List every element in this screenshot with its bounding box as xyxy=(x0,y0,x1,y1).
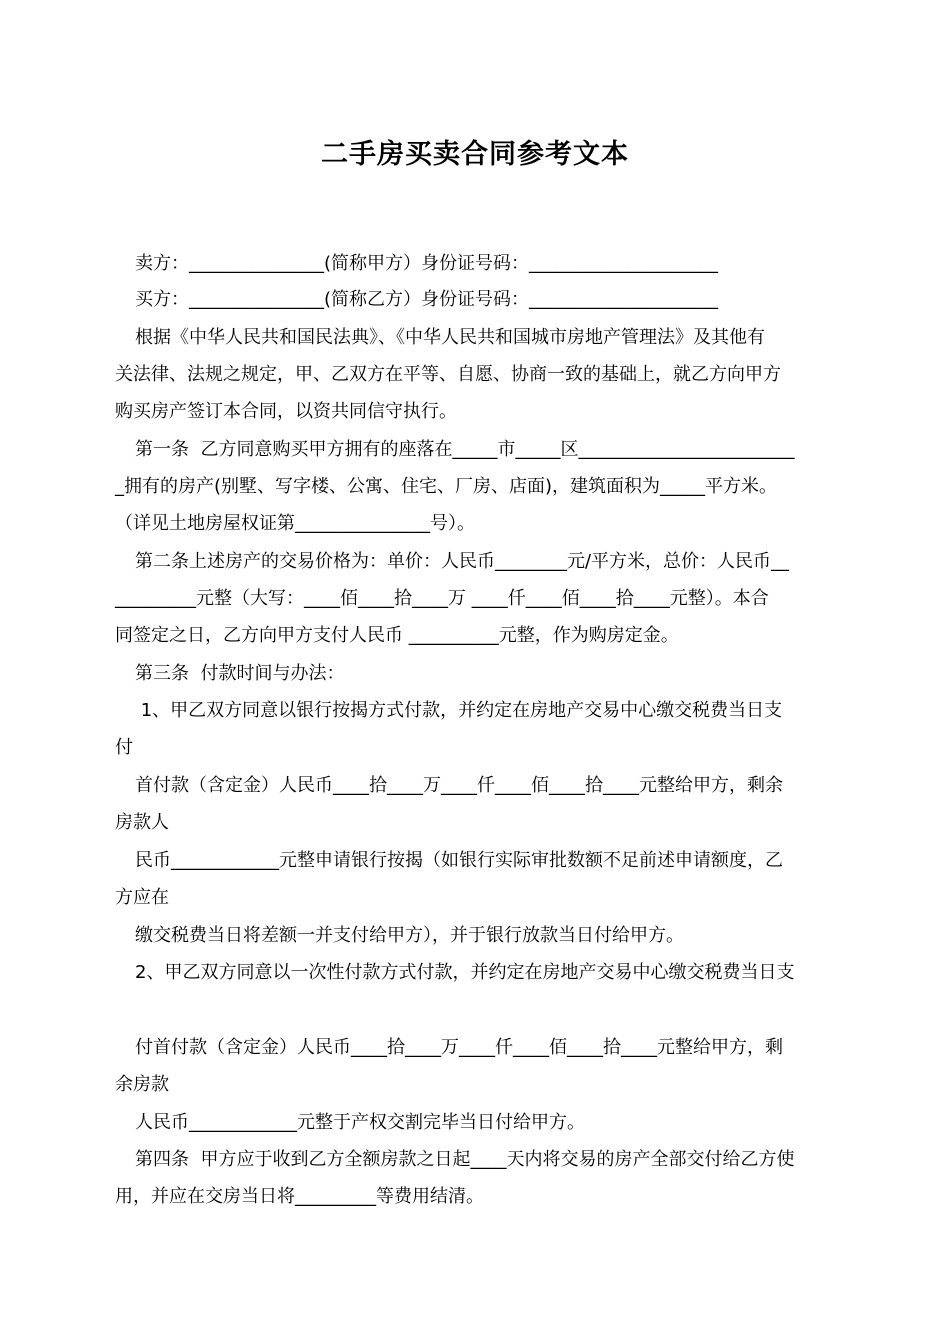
article-3-heading: 第三条 付款时间与办法： xyxy=(135,663,345,684)
preamble-line-3: 购买房产签订本合同，以资共同信守执行。 xyxy=(115,401,457,422)
buyer-line: 买方：_______________(简称乙方）身份证号码：_____________________ xyxy=(135,289,719,310)
article-4-line-2: 用，并应在交房当日将_________等费用结清。 xyxy=(115,1186,484,1207)
article-3-item-1-line-1: 1、甲乙双方同意以银行按揭方式付款，并约定在房地产交易中心缴交税费当日支 xyxy=(135,700,783,721)
article-3-item-2-line-1: 2、甲乙双方同意以一次性付款方式付款，并约定在房地产交易中心缴交税费当日支 xyxy=(135,962,795,983)
article-3-item-2-line-4: 人民币____________元整于产权交割完毕当日付给甲方。 xyxy=(135,1112,585,1133)
article-3-item-1-line-5: 民币____________元整申请银行按揭（如银行实际审批数额不足前述申请额度，乙 xyxy=(135,850,783,871)
seller-line: 卖方：_______________(简称甲方）身份证号码：_____________________ xyxy=(135,253,719,274)
article-2-line-2: _________元整（大写：____佰____拾____万 ____仟____佰____拾____元整）。本合 xyxy=(115,588,769,609)
preamble-line-1: 根据《中华人民共和国民法典》、《中华人民共和国城市房地产管理法》及其他有 xyxy=(135,327,765,348)
article-3-item-1-line-3: 首付款（含定金）人民币____拾____万____仟____佰____拾____元整给甲方，剩余 xyxy=(135,775,783,796)
article-3-item-2-line-3: 余房款 xyxy=(115,1074,169,1095)
article-3-item-1-line-7: 缴交税费当日将差额一并支付给甲方），并于银行放款当日付给甲方。 xyxy=(135,925,684,946)
article-3-item-2-line-2: 付首付款（含定金）人民币____拾____万____仟____佰____拾____元整给甲方，剩 xyxy=(135,1037,783,1058)
article-3-item-1-line-6: 方应在 xyxy=(115,887,169,908)
article-1-line-3: （详见土地房屋权证第_______________号）。 xyxy=(115,513,475,534)
article-1-line-2: _拥有的房产(别墅、写字楼、公寓、住宅、厂房、店面)，建筑面积为_____平方米。 xyxy=(115,476,778,497)
article-3-item-1-line-4: 房款人 xyxy=(115,812,169,833)
article-2-line-1: 第二条上述房产的交易价格为：单价：人民币________元/平方米，总价：人民币__ xyxy=(135,551,790,572)
article-2-line-3: 同签定之日，乙方向甲方支付人民币 __________元整，作为购房定金。 xyxy=(115,625,679,646)
article-1-line-1: 第一条 乙方同意购买甲方拥有的座落在_____市_____区________________________ xyxy=(135,439,795,460)
article-4-line-1: 第四条 甲方应于收到乙方全额房款之日起____天内将交易的房产全部交付给乙方使 xyxy=(135,1149,795,1170)
article-3-item-1-line-2: 付 xyxy=(115,737,133,758)
preamble-line-2: 关法律、法规之规定，甲、乙双方在平等、自愿、协商一致的基础上，就乙方向甲方 xyxy=(115,364,781,385)
document-title: 二手房买卖合同参考文本 xyxy=(321,139,629,170)
